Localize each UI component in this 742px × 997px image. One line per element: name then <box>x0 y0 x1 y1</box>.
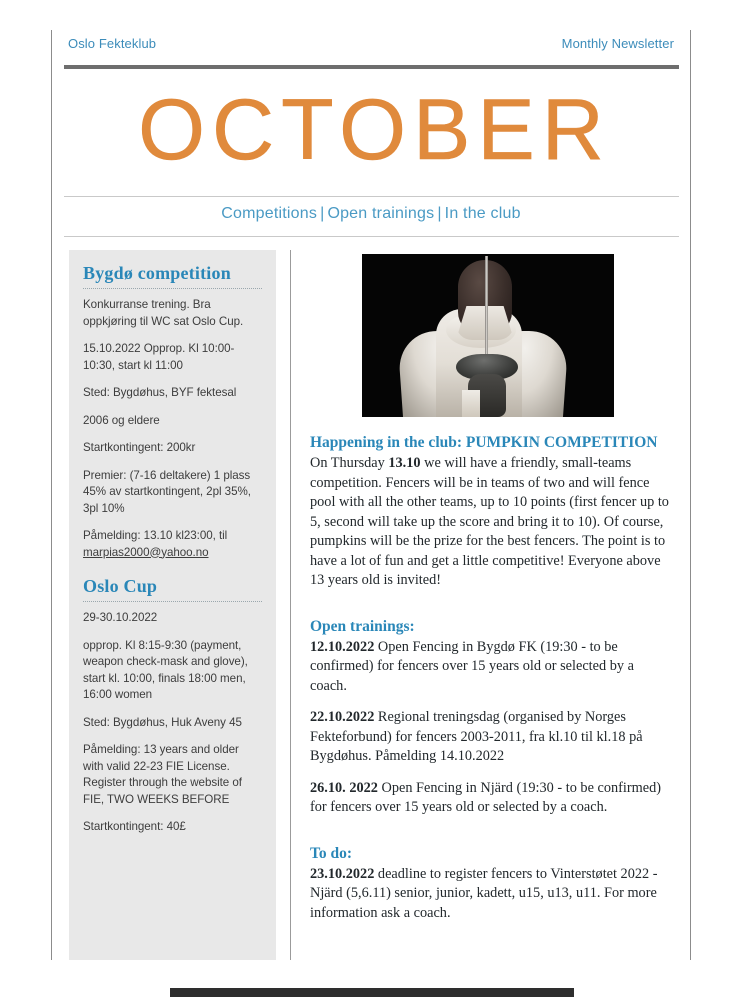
page-border-right <box>690 30 691 960</box>
fencer-photo <box>362 254 614 417</box>
training-text: Open Fencing in Njärd (19:30 - to be confirmed) for fencers over 15 years old or selected by a coach. <box>310 779 662 815</box>
sidebar-text: Sted: Bygdøhus, Huk Aveny 45 <box>83 715 242 729</box>
content-area <box>52 250 690 960</box>
todo-text: deadline to register fencers to Vinterstøtet 2022 - Njärd (5,6.11) senior, junior, kadett, u15, u13, u11. For more information ask a coach. <box>310 865 658 921</box>
todo-item <box>310 865 670 924</box>
training-text: Regional treningsdag (organised by Norges Fekteforbund) for fencers 2003-2011, fra kl.10 til kl.18 på Bygdøhus. Påmelding 14.10.2022 <box>310 709 643 764</box>
nav-separator-2: | <box>437 205 442 222</box>
signup-label: Påmelding: 13.10 kl23:00, til <box>83 529 228 542</box>
sidebar-text: Premier: (7-16 deltakere) 1 plass 45% av startkontingent, 2pl 35%, 3pl 10% <box>83 468 251 515</box>
nav-item-competitions[interactable]: Competitions <box>221 205 318 222</box>
page-title: OCTOBER <box>138 82 611 178</box>
page-header <box>52 36 690 62</box>
nav-separator-1: | <box>320 205 325 222</box>
nav-bar <box>52 205 690 223</box>
sidebar-text: 29-30.10.2022 <box>83 611 158 624</box>
training-date: 22.10.2022 <box>310 709 375 725</box>
header-divider <box>64 65 679 69</box>
training-date: 26.10. 2022 <box>310 779 378 796</box>
sidebar-text: Påmelding: 13 years and older with valid 22-23 FIE License. Register through the website of FIE, TWO WEEKS BEFORE <box>83 743 242 806</box>
sidebar-text: Sted: Bygdøhus, BYF fektesal <box>83 386 237 399</box>
nav-item-in-the-club[interactable]: In the club <box>444 205 521 222</box>
sidebar-text: opprop. Kl 8:15-9:30 (payment, weapon check-mask and glove), start kl. 10:00, finals 18:00 men, 16:00 women <box>83 638 248 701</box>
todo-date: 23.10.2022 <box>310 865 375 882</box>
nav-item-open-trainings[interactable]: Open trainings <box>327 205 435 222</box>
paragraph-body: we will have a friendly, small-teams competition. Fencers will be in teams of two and will fence pool with all the other teams, up to 10 points (first fencer up to 5, second will take up the score and bring it to 10). Of course, pumpkins will be the prize for the best fencers. The point is to have a lot of fun and get a little competitive! Everyone above 13 years old is invited! <box>310 455 669 588</box>
sidebar-text: 15.10.2022 Opprop. Kl 10:00-10:30, start kl 11:00 <box>83 342 235 372</box>
sidebar-divider-2 <box>83 601 262 602</box>
sidebar-divider-1 <box>83 288 262 289</box>
sidebar-heading-bygdo: Bygdø competition <box>83 263 231 283</box>
nav-divider-bottom <box>64 236 679 237</box>
sidebar-signup <box>83 528 262 561</box>
open-training-item <box>310 708 670 767</box>
section-heading-open-trainings: Open trainings: <box>310 617 415 635</box>
newsletter-label: Monthly Newsletter <box>561 36 674 51</box>
training-date: 12.10.2022 <box>310 638 375 655</box>
section-heading-to-do: To do: <box>310 844 353 862</box>
nav-divider-top <box>64 196 679 197</box>
footer-bar <box>170 988 574 997</box>
sidebar-text: 2006 og eldere <box>83 413 160 427</box>
sidebar-text: Startkontingent: 200kr <box>83 441 196 454</box>
club-name: Oslo Fekteklub <box>68 36 157 51</box>
sidebar <box>69 250 276 960</box>
open-training-item <box>310 779 670 818</box>
photo-sleeve-cuff <box>462 390 480 417</box>
epee-blade-icon <box>485 256 488 360</box>
sidebar-heading-oslo-cup: Oslo Cup <box>83 576 158 596</box>
section-heading-pumpkin-competition: Happening in the club: PUMPKIN COMPETITION <box>310 434 658 451</box>
paragraph-date: 13.10 <box>388 455 421 471</box>
open-training-item <box>310 638 670 697</box>
sidebar-text: Konkurranse trening. Bra oppkjøring til WC sat Oslo Cup. <box>83 298 244 328</box>
training-text: Open Fencing in Bygdø FK (19:30 - to be confirmed) for fencers over 15 years old or selected by a coach. <box>310 638 634 694</box>
paragraph-lead: On Thursday <box>310 455 389 471</box>
signup-email-link[interactable]: marpias2000@yahoo.no <box>83 545 209 559</box>
main-column <box>310 250 670 935</box>
sidebar-text: Startkontingent: 40£ <box>83 820 186 833</box>
pumpkin-competition-text <box>310 454 670 591</box>
column-divider <box>290 250 291 960</box>
